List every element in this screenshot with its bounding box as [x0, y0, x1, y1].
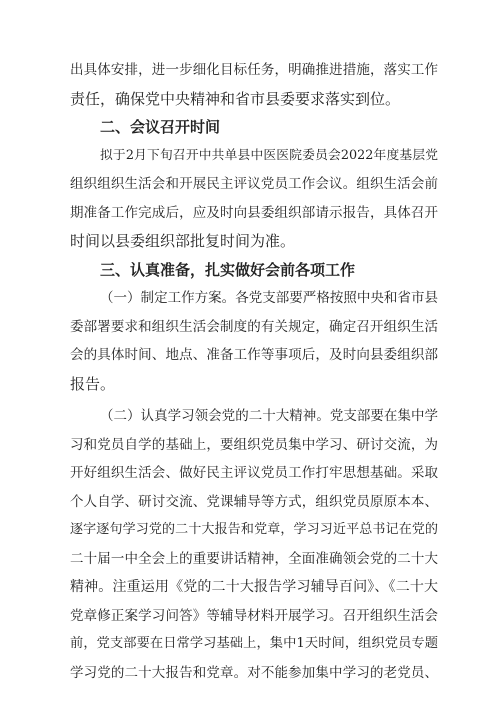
text-line: （二）认真学习领会党的二十大精神。党支部要在集中学: [100, 408, 438, 424]
text-line: 责任，确保党中央精神和省市县委要求落实到位。: [70, 89, 401, 108]
text-line: 精神。注重运用《党的二十大报告学习辅导百问》、《二十大: [70, 579, 438, 595]
text-line: 前，党支部要在日常学习基础上，集中1天时间，组织党员专题: [70, 636, 438, 651]
text-line: 拟于2月下旬召开中共单县中医医院委员会2022年度基层党: [100, 147, 438, 163]
text-line: （一）制定工作方案。各党支部要严格按照中央和省市县: [100, 290, 438, 306]
text-line: 报告。: [70, 374, 116, 393]
text-line: 学习党的二十大报告和党章。对不能参加集中学习的老党员、: [70, 664, 438, 681]
text-line: 党章修正案学习问答》等辅导材料开展学习。召开组织生活会: [70, 607, 438, 624]
section-heading: 二、会议召开时间: [100, 118, 221, 136]
document-page: [70, 56, 438, 687]
text-line: 出具体安排，进一步细化目标任务，明确推进措施，落实工作: [70, 62, 438, 78]
section-heading: 三、认真准备，扎实做好会前各项工作: [100, 260, 356, 279]
text-line: 委部署要求和组织生活会制度的有关规定，确定召开组织生活: [70, 318, 438, 335]
text-line: 逐字逐句学习党的二十大报告和党章，学习习近平总书记在党的: [70, 522, 438, 537]
text-line: 开好组织生活会、做好民主评议党员工作打牢思想基础。采取: [70, 465, 438, 481]
text-line: 时间以县委组织部批复时间为准。: [70, 232, 296, 250]
text-line: 个人自学、研讨交流、党课辅导等方式，组织党员原原本本、: [70, 493, 438, 510]
text-line: 习和党员自学的基础上，要组织党员集中学习、研讨交流，为: [70, 436, 438, 453]
text-line: 二十届一中全会上的重要讲话精神，全面准确领会党的二十大: [70, 550, 438, 567]
text-line: 会的具体时间、地点、准备工作等事项后，及时向县委组织部: [70, 347, 438, 363]
text-line: 期准备工作完成后，应及时向县委组织部请示报告，具体召开: [70, 204, 438, 221]
text-line: 组织组织生活会和开展民主评议党员工作会议。组织生活会前: [70, 176, 438, 192]
